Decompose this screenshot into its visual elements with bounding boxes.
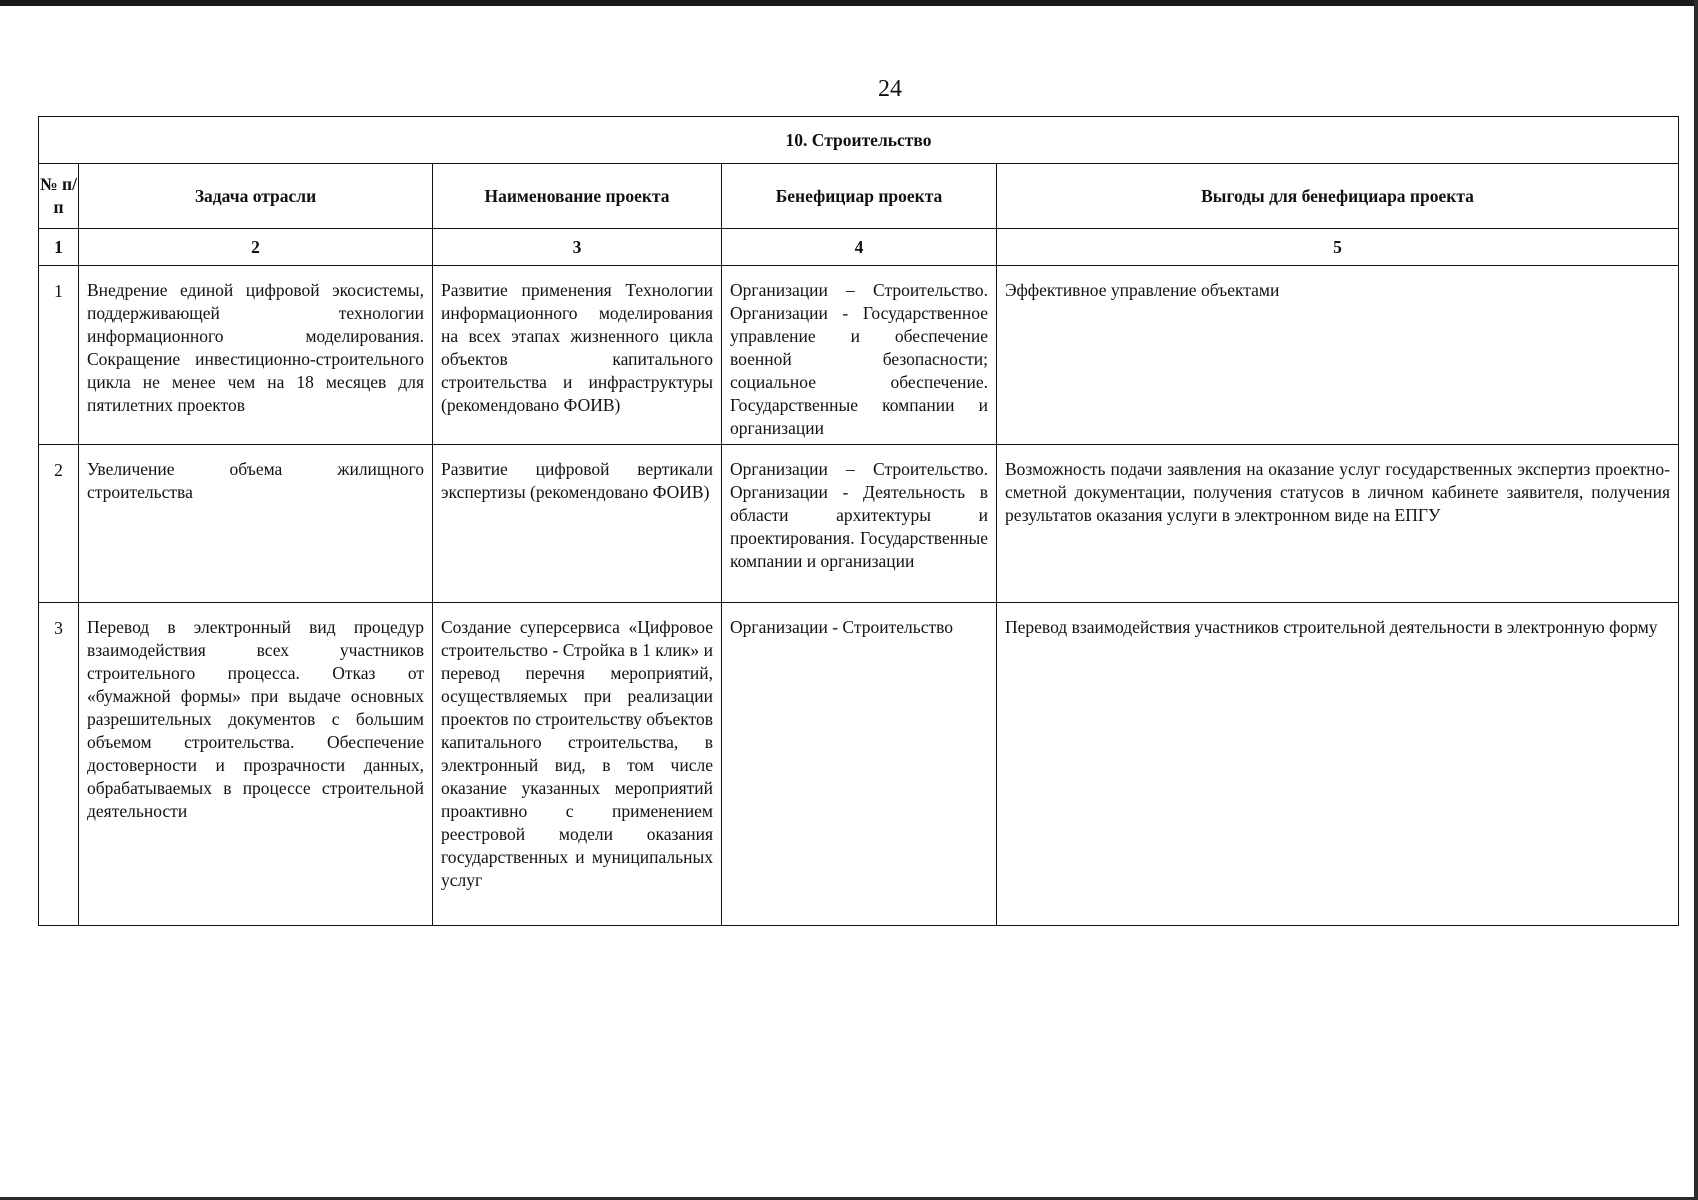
column-number: 3: [433, 229, 722, 266]
row-number: 2: [39, 445, 79, 603]
header-beneficiary: Бенефициар проекта: [722, 164, 997, 229]
row-number: 1: [39, 266, 79, 445]
project-cell: Создание суперсервиса «Цифровое строительство - Стройка в 1 клик» и перевод перечня мероприятий, осуществляемых при реализации проектов по строительству объектов капитального строительства, в электронный вид, в том числе оказание указанных мероприятий проактивно с применением реестровой модели оказания государственных и муниципальных услуг: [433, 603, 722, 926]
column-numbers-row: [39, 229, 1679, 266]
scan-border-top: [0, 0, 1698, 6]
section-title-row: [39, 117, 1679, 164]
section-title: 10. Строительство: [39, 117, 1679, 164]
project-cell: Развитие применения Технологии информационного моделирования на всех этапах жизненного цикла объектов капитального строительства и инфраструктуры (рекомендовано ФОИВ): [433, 266, 722, 445]
header-row: [39, 164, 1679, 229]
column-number: 4: [722, 229, 997, 266]
header-task: Задача отрасли: [79, 164, 433, 229]
header-number: № п/п: [39, 164, 79, 229]
scan-border-right: [1694, 0, 1698, 1200]
table-row: [39, 603, 1679, 926]
table-row: [39, 445, 1679, 603]
table-row: [39, 266, 1679, 445]
benefits-cell: Возможность подачи заявления на оказание услуг государственных экспертиз проектно-сметной документации, получения статусов в личном кабинете заявителя, получения результатов оказания услуги в электронном виде на ЕПГУ: [997, 445, 1679, 603]
column-number: 1: [39, 229, 79, 266]
header-project: Наименование проекта: [433, 164, 722, 229]
column-number: 2: [79, 229, 433, 266]
task-cell: Увеличение объема жилищного строительства: [79, 445, 433, 603]
task-cell: Перевод в электронный вид процедур взаимодействия всех участников строительного процесса. Отказ от «бумажной формы» при выдаче основных разрешительных документов с большим объемом строительства. Обеспечение достоверности и прозрачности данных, обрабатываемых в процессе строительной деятельности: [79, 603, 433, 926]
construction-table: [38, 116, 1679, 926]
task-cell: Внедрение единой цифровой экосистемы, поддерживающей технологии информационного моделирования. Сокращение инвестиционно-строительного цикла не менее чем на 18 месяцев для пятилетних проектов: [79, 266, 433, 445]
column-number: 5: [997, 229, 1679, 266]
project-cell: Развитие цифровой вертикали экспертизы (рекомендовано ФОИВ): [433, 445, 722, 603]
benefits-cell: Эффективное управление объектами: [997, 266, 1679, 445]
beneficiary-cell: Организации – Строительство. Организации - Государственное управление и обеспечение военной безопасности; социальное обеспечение. Государственные компании и организации: [722, 266, 997, 445]
benefits-cell: Перевод взаимодействия участников строительной деятельности в электронную форму: [997, 603, 1679, 926]
beneficiary-cell: Организации - Строительство: [722, 603, 997, 926]
page-number: 24: [878, 76, 902, 102]
row-number: 3: [39, 603, 79, 926]
header-benefits: Выгоды для бенефициара проекта: [997, 164, 1679, 229]
beneficiary-cell: Организации – Строительство. Организации - Деятельность в области архитектуры и проектирования. Государственные компании и организации: [722, 445, 997, 603]
